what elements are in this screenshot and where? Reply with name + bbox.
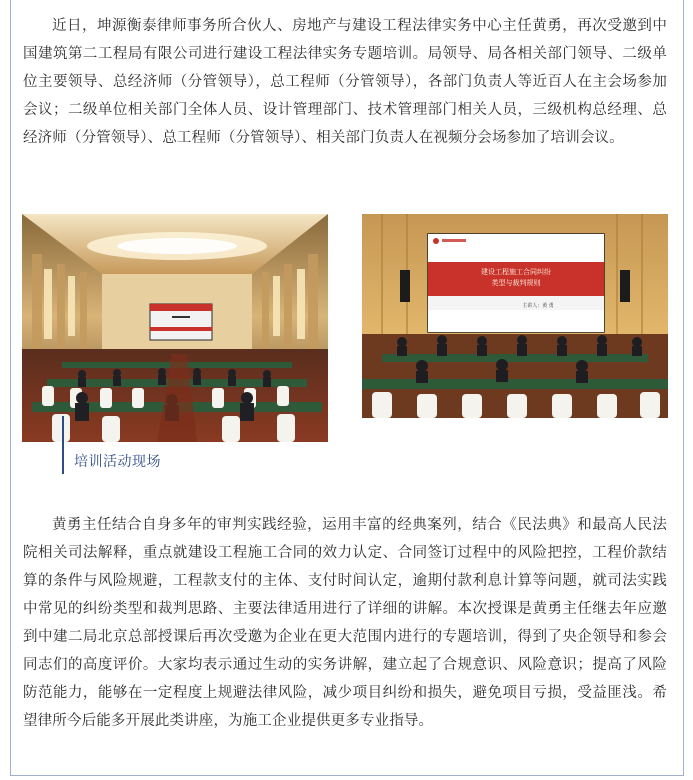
slide-title-line1: 建设工程施工合同纠纷 (481, 268, 551, 276)
conference-slide-photo (362, 214, 668, 418)
conference-hall-photo-wide (22, 214, 328, 442)
caption-accent-bar (62, 416, 64, 474)
photo-caption: 培训活动现场 (74, 454, 161, 470)
slide-speaker: 主讲人：黄 勇 (522, 303, 554, 309)
slide-title-line2: 类型与裁判规则 (491, 279, 541, 287)
intro-paragraph: 近日，坤源衡泰律师事务所合伙人、房地产与建设工程法律实务中心主任黄勇，再次受邀到中国建筑第二工程局有限公司进行建设工程法律实务专题培训。局领导、局各相关部门领导、二级单位主要领导、总经济师（分管领导），总工程师（分管领导），各部门负责人等近百人在主会场参加会议；二级单位相关部门全体人员、设计管理部门、技术管理部门相关人员，三级机构总经理、总经济师（分管领导）、总工程师（分管领导）、相关部门负责人在视频分会场参加了培训会议。 (23, 18, 667, 146)
body-paragraph: 黄勇主任结合自身多年的审判实践经验，运用丰富的经典案列，结合《民法典》和最高人民法院相关司法解释，重点就建设工程施工合同的效力认定、合同签订过程中的风险把控，工程价款结算的条件与风险规避，工程款支付的主体、支付时间认定，逾期付款利息计算等问题，就司法实践中常见的纠纷类型和裁判思路、主要法律适用进行了详细的讲解。本次授课是黄勇主任继去年应邀到中建二局北京总部授课后再次受邀为企业在更大范围内进行的专题培训，得到了央企领导和参会同志们的高度评价。大家均表示通过生动的实务讲解，建立起了合规意识、风险意识；提高了风险防范能力，能够在一定程度上规避法律风险，减少项目纠纷和损失，避免项目亏损，受益匪浅。希望律所今后能多开展此类讲座，为施工企业提供更多专业指导。 (23, 517, 667, 729)
